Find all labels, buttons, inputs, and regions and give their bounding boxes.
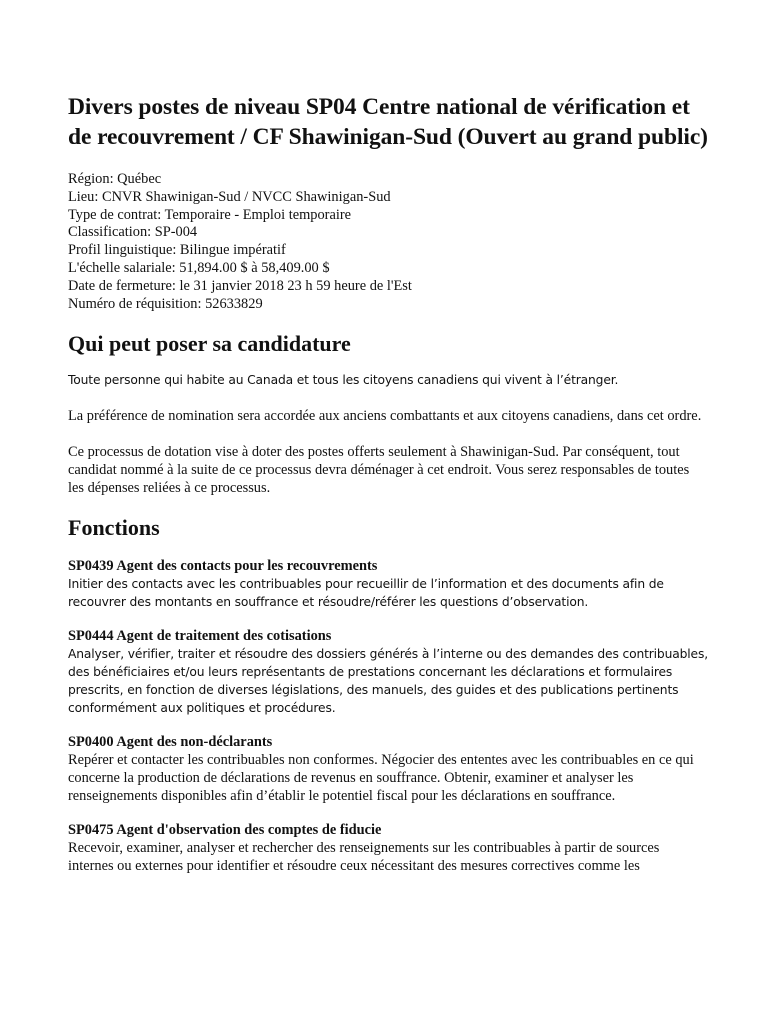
detail-location: Lieu: CNVR Shawinigan-Sud / NVCC Shawinigan-Sud [68,188,391,205]
detail-requisition-number: Numéro de réquisition: 52633829 [68,295,263,312]
detail-contract-type: Type de contrat: Temporaire - Emploi temporaire [68,206,352,223]
relocation-paragraph: Ce processus de dotation vise à doter des postes offerts seulement à Shawinigan-Sud. Par conséquent, tout candidat nommé à la suite de ce processus devra déménager à cet endroit. Vous serez responsables de toutes les dépenses reliées à ce processus. [68,444,690,497]
detail-region: Région: Québec [68,171,162,187]
detail-salary-scale: L'échelle salariale: 51,894.00 $ à 58,409.00 $ [68,259,330,276]
detail-classification: Classification: SP-004 [68,224,198,241]
section-heading-functions: Fonctions [68,515,160,541]
function-description: Analyser, vérifier, traiter et résoudre des dossiers générés à l’interne ou des demandes des contribuables, des bénéficiaires et/ou leurs représentants de prestations concernant les déclarations et formulaires prescrits, en fonction de diverses législations, des manuels, des guides et des publications pertinents conformément aux politiques et procédures. [68,647,708,716]
function-item [68,733,708,805]
function-description: Recevoir, examiner, analyser et rechercher des renseignements sur les contribuables à partir de sources internes ou externes pour identifier et résoudre ceux nécessitant des mesures correctives comme les [68,840,660,875]
function-title: SP0444 Agent de traitement des cotisations [68,628,332,645]
function-item [68,821,708,875]
eligibility-paragraph: Toute personne qui habite au Canada et tous les citoyens canadiens qui vivent à l’étranger. [68,373,619,388]
function-item [68,557,708,611]
page-title: Divers postes de niveau SP04 Centre national de vérification et de recouvrement / CF Shawinigan-Sud (Ouvert au grand public) [68,94,708,150]
job-posting-document [68,92,708,891]
detail-closing-date: Date de fermeture: le 31 janvier 2018 23 h 59 heure de l'Est [68,277,412,294]
function-title: SP0439 Agent des contacts pour les recouvrements [68,558,378,575]
function-title: SP0475 Agent d'observation des comptes de fiducie [68,822,382,839]
detail-language-profile: Profil linguistique: Bilingue impératif [68,242,286,259]
function-title: SP0400 Agent des non-déclarants [68,734,273,751]
job-details [68,171,708,313]
function-item [68,627,708,717]
preference-paragraph: La préférence de nomination sera accordée aux anciens combattants et aux citoyens canadiens, dans cet ordre. [68,408,702,425]
function-description: Initier des contacts avec les contribuables pour recueillir de l’information et des documents afin de recouvrer des montants en souffrance et résoudre/référer les questions d’observation. [68,577,664,610]
function-description: Repérer et contacter les contribuables non conformes. Négocier des ententes avec les contribuables en ce qui concerne la production de déclarations de revenus en souffrance. Obtenir, examiner et analyser les renseignements disponibles afin d’établir le potentiel fiscal pour les déclarations en souffrance. [68,752,694,805]
section-heading-who-can-apply: Qui peut poser sa candidature [68,331,351,357]
